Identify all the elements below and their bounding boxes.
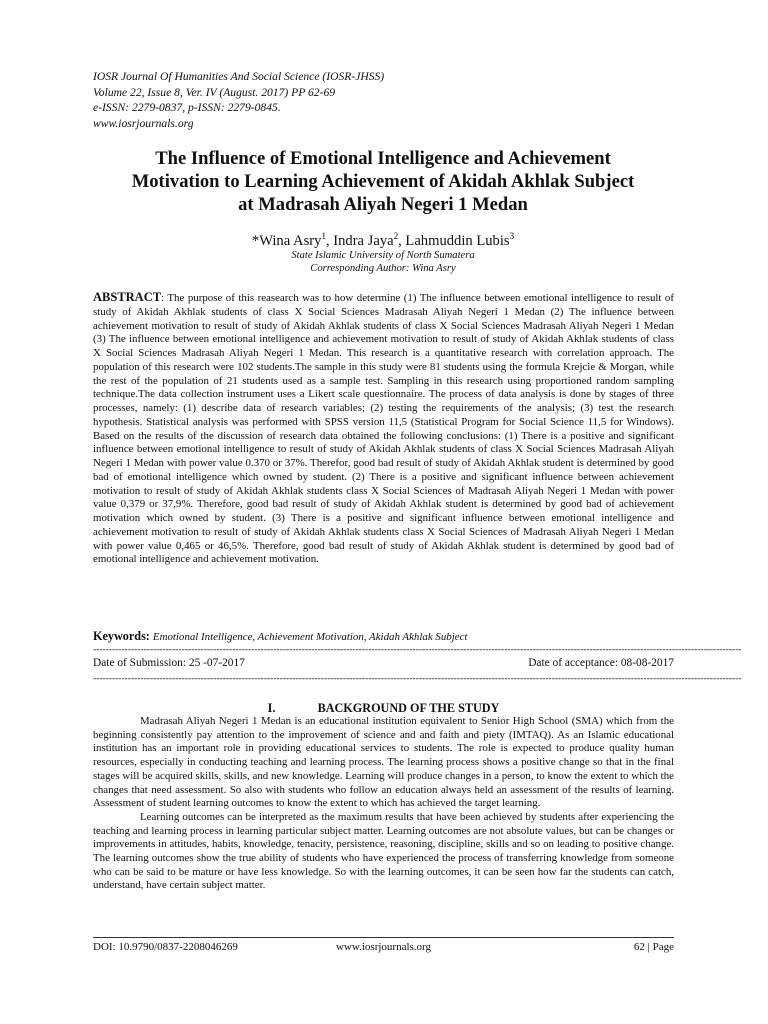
author-3-affiliation-mark: 3 [509,231,515,241]
author-1: *Wina Asry [251,232,322,249]
section-title: BACKGROUND OF THE STUDY [317,701,500,715]
acceptance-date: Date of acceptance: 08-08-2017 [528,657,674,669]
footer-rule [93,937,674,938]
keywords-text: Emotional Intelligence, Achievement Motivation, Akidah Akhlak Subject [152,631,468,643]
section-heading [93,700,674,716]
affiliation: State Islamic University of North Sumatera [291,250,475,261]
author-1-affiliation-mark: 1 [321,231,326,241]
footer-page-number: 62 | Page [633,941,674,953]
journal-name: IOSR Journal Of Humanities And Social Science (IOSR-JHSS) [93,70,385,83]
keywords-label: Keywords: [93,629,150,643]
title-line-2: Motivation to Learning Achievement of Akidah Akhlak Subject [131,171,635,192]
author-separator: , [398,232,406,249]
title-line-3: at Madrasah Aliyah Negeri 1 Medan [238,194,528,215]
author-2: Indra Jaya [333,232,394,249]
body-text [93,715,674,893]
journal-volume: Volume 22, Issue 8, Ver. IV (August. 2017) PP 62-69 [93,85,336,99]
abstract-colon: : [161,292,168,304]
title-line-1: The Influence of Emotional Intelligence and Achievement [155,148,611,169]
keywords [93,628,673,645]
affiliation-block [93,249,673,276]
dashed-separator-top: ------------------------------------------------------------------------------------------------------------------------------------------------------------------------------------------------------------- [93,645,742,655]
footer-site: www.iosrjournals.org [335,941,432,953]
paper-title [93,147,673,216]
author-list [93,226,673,251]
author-3: Lahmuddin Lubis [405,232,510,249]
author-separator: , [325,232,334,249]
dashed-separator-bottom: ------------------------------------------------------------------------------------------------------------------------------------------------------------------------------------------------------------- [93,674,742,684]
paragraph: Madrasah Aliyah Negeri 1 Medan is an educational institution equivalent to Senior High School (SMA) which from the beginning consistently pay attention to the improvement of science and and faith and piety (IMTAQ). As an Islamic educational institution has an important role in providing educational services to students. The role is expected to produce quality human resources, especially in conducting teaching and learning process. The learning process shows a positive change so that in the final stages will be acquired skills, skills, and new knowledge. Learning will produce changes in a person, to know the extent to which the changes that need assessment. So also with students who follow an education always held an assessment of the results of learning. Assessment of student learning outcomes to know the extent to which has achieved the target learning. [93,715,674,810]
abstract-label: ABSTRACT [93,290,162,304]
submission-date: Date of Submission: 25 -07-2017 [93,657,245,669]
journal-header [93,69,653,131]
author-2-affiliation-mark: 2 [393,231,399,241]
abstract [93,291,674,567]
abstract-text: The purpose of this reasearch was to how determine (1) The influence between emotional intelligence to result of study of Akidah Akhlak students of class X Social Sciences Madrasah Aliyah Negeri 1 Medan (2) The influence between achievement motivation to result of study of Akidah Akhlak students of class X Social Sciences Madrasah Aliyah Negeri 1 Medan (3) The influence between emotional intelligence and achievement motivation to result of study of Akidah Akhlak students of class X Social Sciences Madrasah Aliyah Negeri 1 Medan. This research is a quantitative research with correlation approach. The population of this research were 102 students.The sample in this study were 81 students using the formula Krejcie & Morgan, while the rest of the population of 21 students used as a sample test. Sampling in this research using proportioned random sampling technique.The data collection instrument uses a Likert scale questionnaire. The process of data analysis is done by stages of three processes, namely: (1) describe data of research variables; (2) testing the requirements of the analysis; (3) test the research hypothesis. Statistical analysis was performed with SPSS version 11,5 (Statistical Program for Social Science 11,5 for Windows). Based on the results of the discussion of research data obtained the following conclusions: (1) There is a positive and significant influence between emotional intelligence to result of study of Akidah Akhlak students of class X Social Sciences Madrasah Aliyah Negeri 1 Medan with power value 0.370 or 37%. Therefor, good bad result of study of Akidah Akhlak student is determined by good bad of emotional intelligence which owned by student. (2) There is a positive and significant influence between achievement motivation to result of study of Akidah Akhlak students class X Social Sciences of Madrasah Aliyah Negeri 1 Medan with power value 0,379 or 37,9%. Therefore, good bad result of study of Akidah Akhlak student is determined by good bad of achievement motivation which owned by student. (3) There is a positive and significant influence between emotional intelligence and achievement motivation to result of study of Akidah Akhlak students class X Social Sciences of Madrasah Aliyah Negeri 1 Medan with power value 0,465 or 46,5%. Therefore, good bad result of study of Akidah Akhlak student is determined by good bad of emotional intelligence and achievement motivation. [93,292,674,566]
section-number: I. [267,701,276,715]
journal-url: www.iosrjournals.org [93,116,194,130]
paragraph: Learning outcomes can be interpreted as the maximum results that have been achieved by students after experiencing the teaching and learning process in learning particular subject matter. Learning outcomes are not absolute values, but can be changes or improvements in attitudes, habits, knowledge, tenacity, persistence, reasoning, discipline, skills and so on leading to positive change. The learning outcomes show the true ability of students who have experienced the process of transferring knowledge from someone who can be said to be mature or have less knowledge. So with the learning outcomes, it can be seen how far the students can catch, understand, have certain subject matter. [93,810,674,892]
footer-doi: DOI: 10.9790/0837-2208046269 [93,941,238,953]
journal-issn: e-ISSN: 2279-0837, p-ISSN: 2279-0845. [93,101,281,114]
corresponding-author: Corresponding Author: Wina Asry [310,263,456,275]
